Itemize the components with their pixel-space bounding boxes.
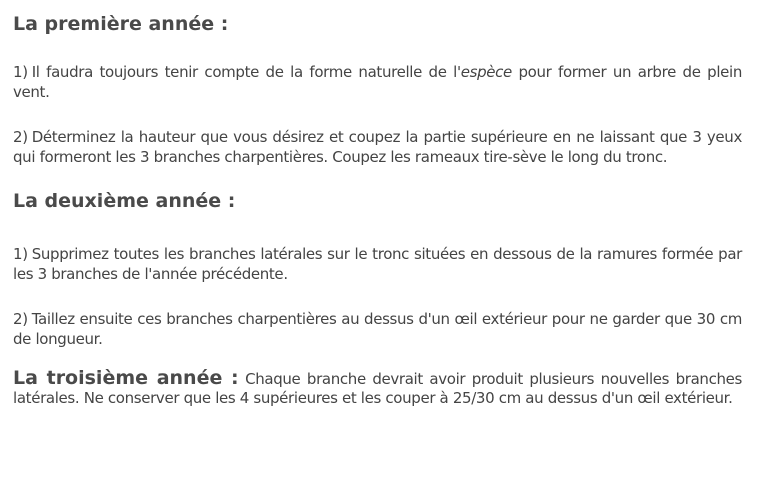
section-title-first-year: La première année : — [13, 13, 229, 35]
step-number: 2) — [13, 128, 28, 146]
section-title-second-year: La deuxième année : — [13, 190, 236, 212]
step-number: 1) — [13, 245, 28, 263]
second-year-step-1 — [13, 244, 742, 284]
first-year-step-2 — [13, 127, 742, 167]
step-text: Taillez ensuite ces branches charpentières au dessus d'un œil extérieur pour ne garder que 30 cm de longueur. — [13, 310, 742, 348]
step-text-before: Il faudra toujours tenir compte de la forme naturelle de l' — [31, 63, 461, 81]
step-text-after: pour former un arbre de plein vent. — [13, 63, 742, 101]
article-body — [13, 9, 742, 408]
first-year-step-1 — [13, 62, 742, 102]
second-year-step-2 — [13, 309, 742, 349]
third-year-text: Chaque branche devrait avoir produit plusieurs nouvelles branches latérales. Ne conserver que les 4 supérieures et les couper à 25/30 cm au dessus d'un œil extérieur. — [13, 370, 742, 407]
third-year-section — [13, 369, 742, 408]
step-number: 1) — [13, 63, 28, 81]
step-text-emphasis: espèce — [460, 63, 512, 81]
step-text: Déterminez la hauteur que vous désirez et coupez la partie supérieure en ne laissant que 3 yeux qui formeront les 3 branches charpentières. Coupez les rameaux tire-sève le long du tronc. — [13, 128, 742, 166]
section-title-third-year: La troisième année : — [13, 367, 239, 389]
step-text: Supprimez toutes les branches latérales sur le tronc situées en dessous de la ramures formée par les 3 branches de l'année précédente. — [13, 245, 742, 283]
step-number: 2) — [13, 310, 28, 328]
